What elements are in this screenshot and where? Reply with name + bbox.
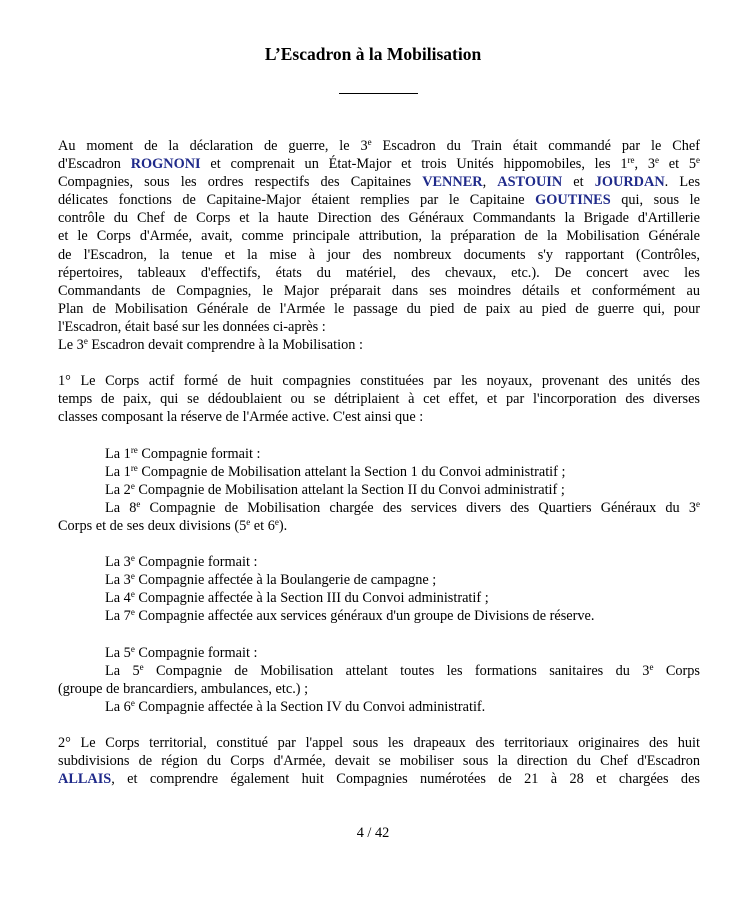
list-heading: La 5e Compagnie formait : bbox=[105, 643, 258, 661]
text-line: l'Escadron, était basé sur les données ci-après : bbox=[58, 318, 326, 335]
text-line: 2° Le Corps territorial, constitué par l'appel sous les drapeaux des territoriaux originaires des huit bbox=[58, 735, 700, 752]
text-line: délicates fonctions de Capitaine-Major étaient remplies par le Capitaine GOUTINES qui, sous le bbox=[58, 192, 700, 209]
title-divider bbox=[339, 93, 418, 94]
person-name-jourdan: JOURDAN bbox=[594, 174, 665, 191]
list-heading: La 1re Compagnie formait : bbox=[105, 444, 261, 462]
text-line: 1° Le Corps actif formé de huit compagnies constituées par les noyaux, provenant des unités des bbox=[58, 373, 700, 390]
list-item-continuation: Corps et de ses deux divisions (5e et 6e). bbox=[58, 516, 288, 534]
text-line: d'Escadron ROGNONI et comprenait un État-Major et trois Unités hippomobiles, les 1re, 3e et 5e bbox=[58, 155, 700, 173]
person-name-goutines: GOUTINES bbox=[535, 192, 611, 209]
person-name-astouin: ASTOUIN bbox=[497, 174, 563, 191]
text-line: subdivisions de région du Corps d'Armée, devait se mobiliser sous la direction du Chef d'Escadron bbox=[58, 753, 700, 770]
text-line: de l'Escadron, la tenue et la mise à jour des nombreux documents s'y rapportant (Contrôles, bbox=[58, 246, 700, 263]
list-item: La 3e Compagnie affectée à la Boulangerie de campagne ; bbox=[105, 571, 437, 589]
page-number: 4 / 42 bbox=[356, 825, 390, 841]
text-line: Au moment de la déclaration de guerre, le 3e Escadron du Train était commandé par le Chef bbox=[58, 137, 700, 154]
text-line: Compagnies, sous les ordres respectifs des Capitaines VENNER, ASTOUIN et JOURDAN. Les bbox=[58, 174, 701, 191]
list-item: La 2e Compagnie de Mobilisation attelant la Section II du Convoi administratif ; bbox=[105, 480, 565, 498]
person-name-allais: ALLAIS bbox=[58, 771, 112, 788]
text-line: temps de paix, qui se dédoublaient ou se détriplaient à cet effet, et par l'incorporation des diverses bbox=[58, 391, 700, 408]
list-item: La 8e Compagnie de Mobilisation chargée des services divers des Quartiers Généraux du 3e bbox=[105, 498, 700, 516]
text-line: répertoires, tableaux d'effectifs, états du matériel, des chevaux, etc.). De concert avec les bbox=[58, 264, 700, 281]
text-line: contrôle du Chef de Corps et la haute Direction des Généraux Commandants la Brigade d'Artillerie bbox=[58, 210, 700, 227]
text-line: Plan de Mobilisation Générale de l'Armée le passage du pied de paix au pied de guerre qui, pour bbox=[58, 300, 700, 317]
text-line: ALLAIS, et comprendre également huit Compagnies numérotées de 21 à 28 et chargées des bbox=[58, 771, 700, 788]
text-line: et le Corps d'Armée, avait, comme principale attribution, la préparation de la Mobilisation Générale bbox=[58, 228, 700, 245]
list-item: La 1re Compagnie de Mobilisation attelant la Section 1 du Convoi administratif ; bbox=[105, 462, 566, 480]
text-line: Le 3e Escadron devait comprendre à la Mobilisation : bbox=[58, 336, 363, 354]
list-item: La 4e Compagnie affectée à la Section III du Convoi administratif ; bbox=[105, 589, 489, 607]
page-title: L’Escadron à la Mobilisation bbox=[264, 44, 482, 64]
list-heading: La 3e Compagnie formait : bbox=[105, 553, 258, 571]
document-body bbox=[58, 137, 700, 788]
list-item: La 6e Compagnie affectée à la Section IV du Convoi administratif. bbox=[105, 697, 486, 715]
text-line: Commandants de Compagnies, le Major préparait dans ses moindres détails et conformément au bbox=[58, 282, 700, 299]
list-item: La 5e Compagnie de Mobilisation attelant toutes les formations sanitaires du 3e Corps bbox=[105, 661, 700, 679]
list-item-continuation: (groupe de brancardiers, ambulances, etc.) ; bbox=[58, 680, 309, 697]
person-name-venner: VENNER bbox=[422, 174, 483, 191]
person-name-rognoni: ROGNONI bbox=[130, 156, 201, 173]
text-line: classes composant la réserve de l'Armée active. C'est ainsi que : bbox=[58, 409, 424, 426]
list-item: La 7e Compagnie affectée aux services généraux d'un groupe de Divisions de réserve. bbox=[105, 607, 595, 625]
